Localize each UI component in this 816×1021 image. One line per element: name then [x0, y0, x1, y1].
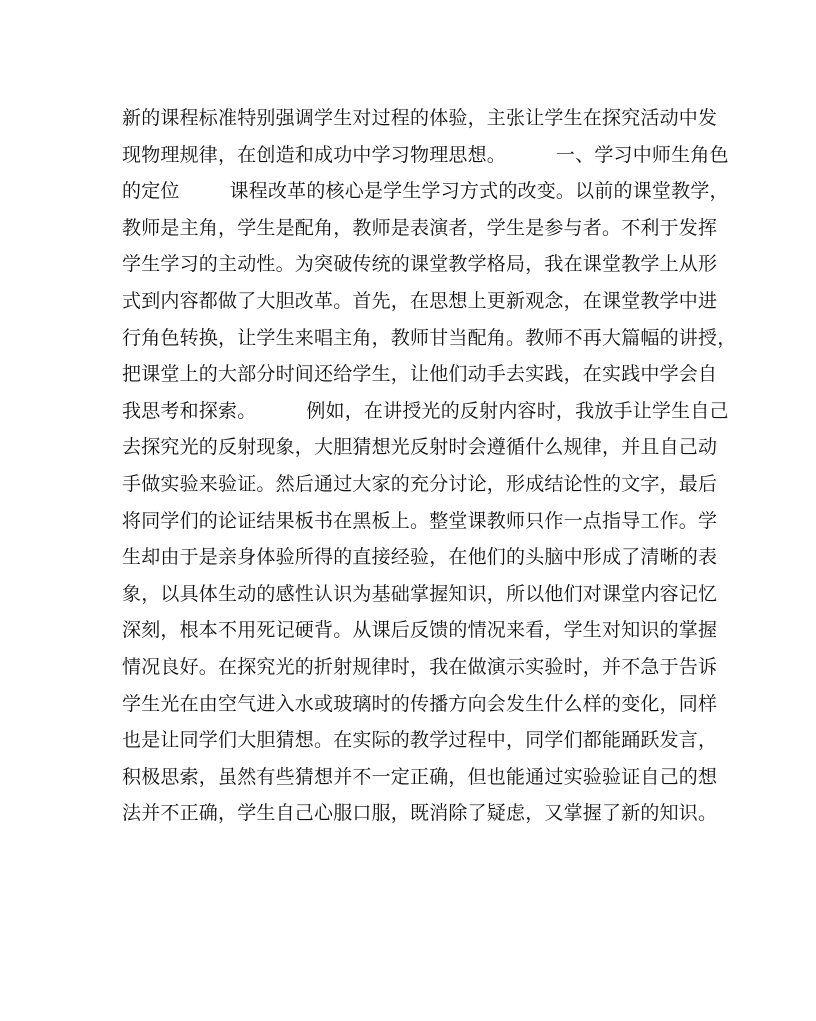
text-line: 现物理规律，在创造和成功中学习物理思想。 一、学习中师生角色 [122, 143, 729, 166]
text-line: 去探究光的反射现象，大胆猜想光反射时会遵循什么规律，并且自己动 [122, 436, 718, 459]
text-line: 学生光在由空气进入水或玻璃时的传播方向会发生什么样的变化，同样 [122, 692, 718, 715]
text-line: 行角色转换，让学生来唱主角，教师甘当配角。教师不再大篇幅的讲授， [122, 326, 737, 349]
text-line: 也是让同学们大胆猜想。在实际的教学过程中，同学们都能踊跃发言， [122, 729, 718, 752]
text-line: 积极思索，虽然有些猜想并不一定正确，但也能通过实验验证自己的想 [122, 765, 718, 788]
text-line: 深刻，根本不用死记硬背。从课后反馈的情况来看，学生对知识的掌握 [122, 619, 718, 642]
text-line: 教师是主角，学生是配角，教师是表演者，学生是参与者。不利于发挥 [122, 216, 718, 239]
text-line: 法并不正确，学生自己心服口服，既消除了疑虑，又掌握了新的知识。 [122, 802, 718, 825]
text-line: 生却由于是亲身体验所得的直接经验，在他们的头脑中形成了清晰的表 [122, 546, 718, 569]
text-line: 象，以具体生动的感性认识为基础掌握知识，所以他们对课堂内容记忆 [122, 582, 718, 605]
text-line: 手做实验来验证。然后通过大家的充分讨论，形成结论性的文字，最后 [122, 472, 718, 495]
text-line: 学生学习的主动性。为突破传统的课堂教学格局，我在课堂教学上从形 [122, 253, 718, 276]
text-line: 式到内容都做了大胆改革。首先，在思想上更新观念，在课堂教学中进 [122, 289, 718, 312]
text-line: 新的课程标准特别强调学生对过程的体验，主张让学生在探究活动中发 [122, 107, 718, 129]
text-line: 把课堂上的大部分时间还给学生，让他们动手去实践，在实践中学会自 [122, 363, 718, 386]
body-text [122, 100, 737, 832]
text-line: 的定位 课程改革的核心是学生学习方式的改变。以前的课堂教学， [122, 180, 729, 203]
text-line: 将同学们的论证结果板书在黑板上。整堂课教师只作一点指导工作。学 [122, 509, 718, 532]
text-line: 情况良好。在探究光的折射规律时，我在做演示实验时，并不急于告诉 [122, 655, 718, 678]
text-line: 我思考和探索。 例如，在讲授光的反射内容时，我放手让学生自己 [122, 399, 729, 422]
